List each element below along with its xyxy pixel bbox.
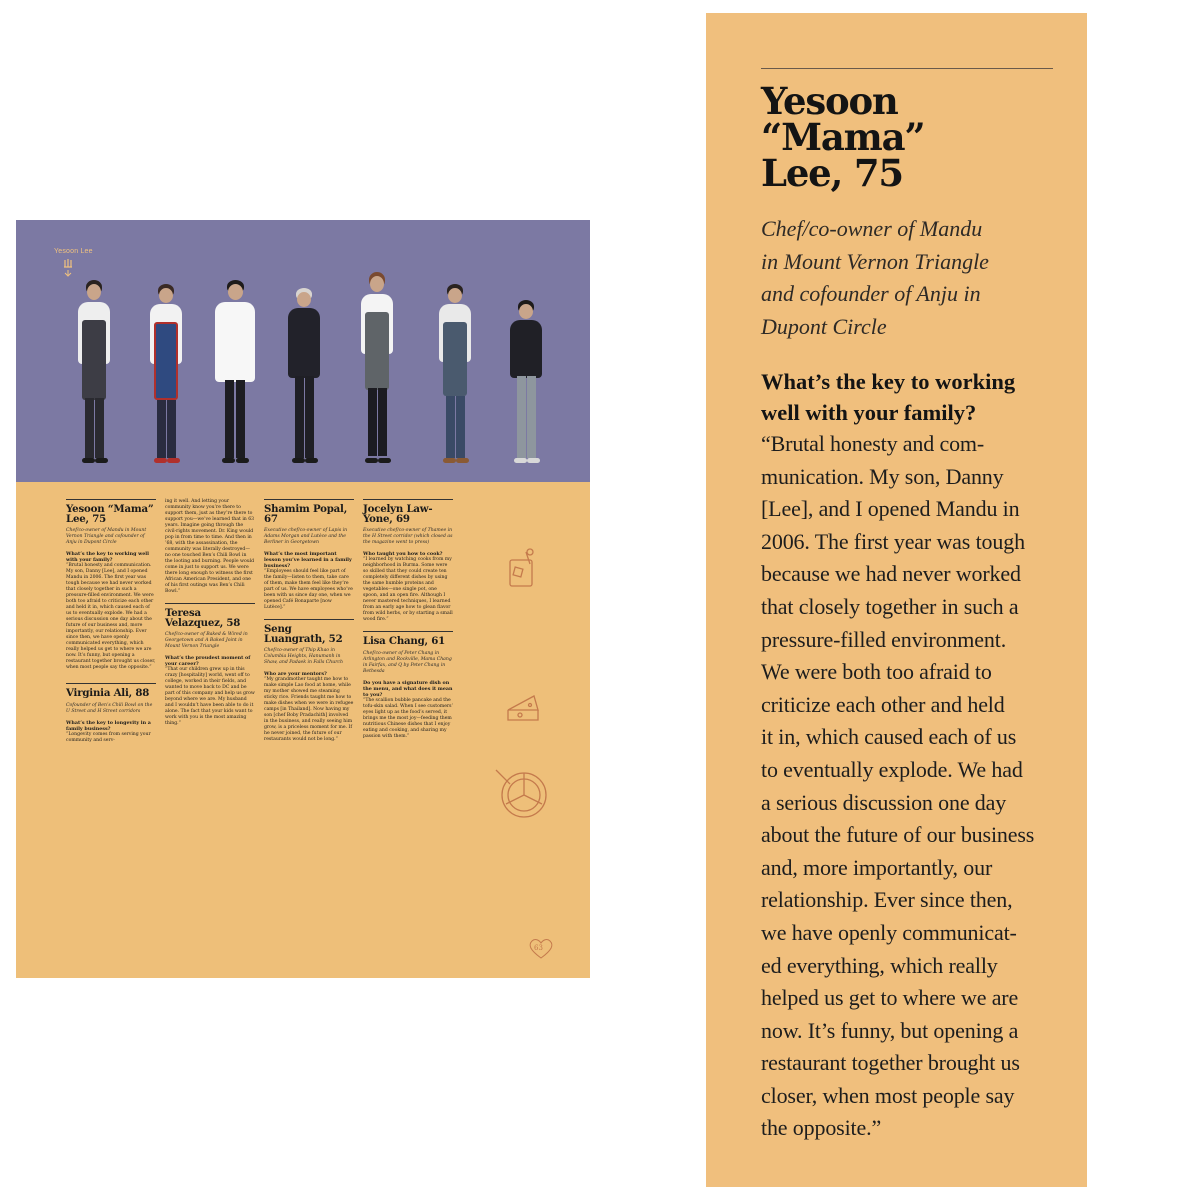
cocktail-glass-icon xyxy=(510,549,533,586)
profile-question: What’s the key to working well with your family? xyxy=(66,551,149,563)
cheese-wedge-icon xyxy=(508,696,538,720)
profile-answer: “I learned by watching cooks from my neighborhood in Burma. Some were so skilled that they could create ten completely different dishes by using the same humble proteins and vegetables—one single pot, one spoon, and an open fire. Although I never mastered techniques, I learned from an early age how to glean flavor from wild herbs, or by starting a small wood fire.” xyxy=(363,557,453,622)
answer-line: helped us get to where we are xyxy=(761,985,1019,1011)
divider xyxy=(264,619,354,620)
answer-line: relationship. Ever since then, xyxy=(761,887,1013,913)
divider xyxy=(363,631,453,632)
profile-role: Executive chef/co-owner of Lapis in Adams Morgan and Lutèce and the Berliner in Georgetown xyxy=(264,528,348,545)
profile-question: What’s the proudest moment of your career? xyxy=(165,655,251,667)
profile-name: Jocelyn Law-Yone, 69 xyxy=(363,503,433,525)
pointer-arrow-icon xyxy=(61,258,75,278)
question-line: well with your family? xyxy=(761,400,977,425)
profile-answer: “The scallion bubble pancake and the tofu-skin salad. When I see customers’ eyes light up as the food’s served, it brings me the most joy—feeding them nutritious Chinese dishes that I enjoy eating and cooking, and sharing my passion with them.” xyxy=(363,697,453,739)
role-line: Dupont Circle xyxy=(761,313,887,339)
chef-figure xyxy=(356,272,398,470)
answer-line: about the future of our business xyxy=(761,822,1035,848)
profile-column xyxy=(165,499,255,735)
profile-column xyxy=(363,499,453,748)
role-line: Chef/co-owner of Mandu xyxy=(761,216,983,241)
divider xyxy=(264,499,354,500)
profile-lee xyxy=(66,505,156,671)
profile-question: Who taught you how to cook? xyxy=(363,551,443,557)
profile-role: Executive chef/co-owner of Thamee in the H Street corridor (which closed as the magazine went to press) xyxy=(363,528,453,545)
group-photo xyxy=(16,220,590,482)
divider xyxy=(165,603,255,604)
answer-line: criticize each other and held xyxy=(761,691,1005,717)
profile-question: What’s the key to longevity in a family business? xyxy=(66,719,151,732)
profile-role: Chef/co-owner of Peter Chang in Arlington and Rockville, Mama Chang in Fairfax, and Q by Peter Chang in Bethesda xyxy=(363,650,452,674)
answer-line: we have openly communicat- xyxy=(761,919,1017,945)
answer-line: now. It’s funny, but opening a xyxy=(761,1017,1019,1043)
divider xyxy=(363,499,453,500)
chef-figure xyxy=(284,288,324,470)
profile-answer: “Brutal honesty and communication. My son, Danny [Lee], and I opened Mandu in 2006. The first year was tough because we had never worked that closely together in such a pressure-filled environment. We were both too afraid to criticize each other and held it in, which caused each of us to eventually explode. We had a serious discussion one day about the future of our business and, more importantly, our relationship. Ever since then, we have openly communicated everything, which really helped us get to where we are now. It’s funny, but opening a restaurant together brought us closer, when most people say the opposite.” xyxy=(66,563,156,670)
role-line: in Mount Vernon Triangle xyxy=(761,248,989,274)
profile-answer: “That our children grew up in this crazy [hospitality] world, went off to college, worked in their fields, and wanted to move back to DC and be part of this company and help us grow beyond where we are. My husband and I wouldn’t have been able to do it alone. The fact that your kids want to work with you is the most amazing thing.” xyxy=(165,667,255,726)
answer-line: closer, when most people say xyxy=(761,1082,1015,1108)
answer-line: it in, which caused each of us xyxy=(761,724,1017,750)
profile-name: Yesoon “Mama” Lee, 75 xyxy=(66,503,154,525)
answer-line: “Brutal honesty and com- xyxy=(761,431,985,456)
answer-line: to eventually explode. We had xyxy=(761,756,1023,782)
profile-name: Seng Luangrath, 52 xyxy=(264,623,343,645)
profile-question: Who are your mentors? xyxy=(264,671,327,677)
profile-name-large xyxy=(761,79,1061,195)
profile-role: Chef/co-owner of Mandu in Mount Vernon Triangle and cofounder of Anju in Dupont Circle xyxy=(66,528,147,545)
answer-line: pressure-filled environment. xyxy=(761,626,1007,652)
answer-line: that closely together in such a xyxy=(761,593,1019,619)
answer-line: We were both too afraid to xyxy=(761,659,992,685)
profile-chang xyxy=(363,637,453,740)
divider xyxy=(761,68,1053,69)
profile-luangrath xyxy=(264,625,354,743)
profile-role: Chef/co-owner of Thip Khao in Columbia Heights, Hanumanh in Shaw, and Padaek in Falls Church xyxy=(264,648,343,665)
photo-caption: Yesoon Lee xyxy=(54,248,93,255)
profile-answer: “My grandmother taught me how to make simple Lao food at home, while my mother showed me steaming sticky rice. Friends taught me how to make dishes when we were in refugee camps [in Thailand]. Now having my son [chef Boby Pradachith] involved in the business, and really seeing him grow, is a priceless moment for me. If he never joined, the future of our restaurants would not be long.” xyxy=(264,677,354,742)
food-illustrations xyxy=(486,540,556,850)
answer-line: munication. My son, Danny xyxy=(761,463,1004,489)
profile-name: Teresa Velazquez, 58 xyxy=(165,607,241,629)
chef-figure xyxy=(434,284,476,470)
profile-answer-large xyxy=(761,428,1061,1145)
answer-line: 2006. The first year was tough xyxy=(761,528,1025,554)
profile-question-large xyxy=(761,366,1061,428)
answer-line: and, more importantly, our xyxy=(761,854,993,880)
profile-answer-continued: ing it well. And letting your community know you’re there to support them, just as they’re there to support you—we’ve learned that in 63 years. Imagine going through the civil-rights movement. Dr. King would pop in from time to time. And then in ’68, with the assassination, the community was literally destroyed—no one touched Ben’s Chili Bowl in the looting and burning. People would come in just to support us. We were there long enough to witness the first African American President, and one of his first outings was Ben’s Chili Bowl.” xyxy=(165,499,255,594)
chef-figure xyxy=(506,300,546,470)
role-line: and cofounder of Anju in xyxy=(761,281,981,306)
profile-question: Do you have a signature dish on the menu, and what does it mean to you? xyxy=(363,679,453,698)
profile-popal xyxy=(264,505,354,611)
profile-question: What’s the most important lesson you’ve learned in a family business? xyxy=(264,551,352,569)
profile-name: Virginia Ali, 88 xyxy=(66,687,150,699)
answer-line: [Lee], and I opened Mandu in xyxy=(761,496,1020,522)
profile-ali xyxy=(66,689,156,744)
answer-line: restaurant together brought us xyxy=(761,1050,1020,1076)
chef-figure xyxy=(211,280,259,470)
profile-answer: “Employees should feel like part of the family—listen to them, take care of them, make them feel like they’re part of us. We have employees who’ve been with us since day one, when we opened Café Bonaparte [now Lutèce].” xyxy=(264,569,353,610)
answer-line: a serious discussion one day xyxy=(761,789,1007,815)
divider xyxy=(66,683,156,684)
chef-figure xyxy=(146,284,186,470)
zoomed-excerpt xyxy=(706,13,1087,1187)
page-number-text: 63 xyxy=(534,944,543,952)
profile-role: Cofounder of Ben’s Chili Bowl on the U Street and H Street corridors xyxy=(66,702,153,714)
profile-name: Shamim Popal, 67 xyxy=(264,503,348,525)
answer-line: the opposite.” xyxy=(761,1115,882,1141)
pie-icon xyxy=(496,770,546,817)
chef-figure xyxy=(74,280,114,470)
profile-answer: “Longevity comes from serving your community and serv- xyxy=(66,731,151,743)
name-line: Yesoon xyxy=(761,79,898,123)
answer-line: because we had never worked xyxy=(761,561,1021,587)
profile-velazquez xyxy=(165,609,255,727)
profile-role: Chef/co-owner of Baked & Wired in Georgetown and A Baked Joint in Mount Vernon Triangle xyxy=(165,632,248,649)
profile-column xyxy=(264,499,354,751)
magazine-page xyxy=(16,220,590,978)
profile-name: Lisa Chang, 61 xyxy=(363,635,446,647)
profile-law-yone xyxy=(363,505,453,623)
page-number xyxy=(526,938,556,960)
question-line: What’s the key to working xyxy=(761,369,1016,394)
profile-ali-continued xyxy=(165,499,255,595)
name-line: “Mama” xyxy=(761,115,925,159)
divider xyxy=(66,499,156,500)
name-line: Lee, 75 xyxy=(761,151,903,195)
profile-column xyxy=(66,499,156,752)
profile-role-large xyxy=(761,213,1061,343)
answer-line: ed everything, which really xyxy=(761,952,998,978)
